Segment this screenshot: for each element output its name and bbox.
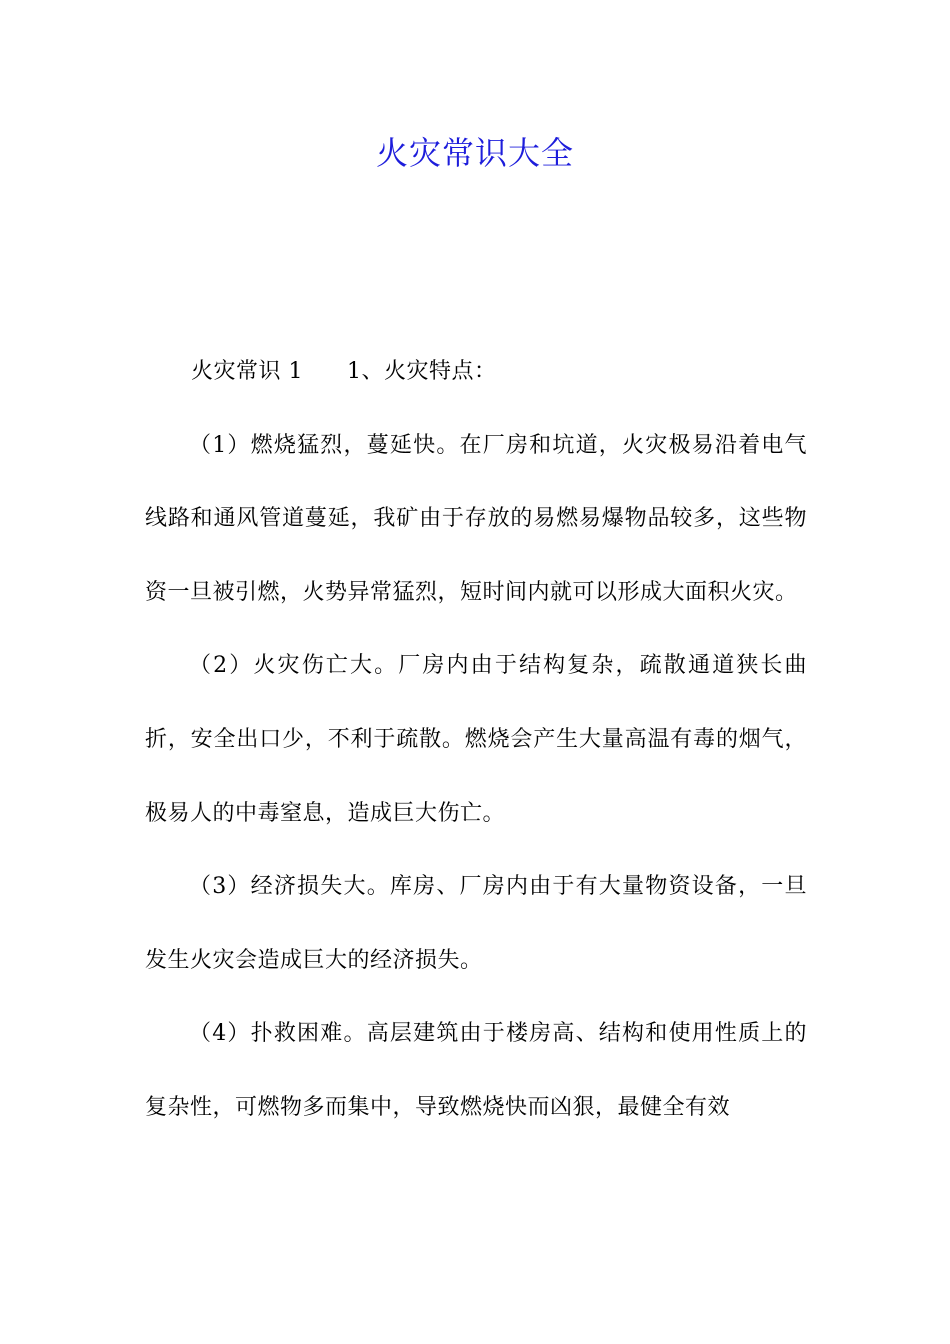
section-heading [145, 335, 807, 409]
paragraph-1: （1）燃烧猛烈，蔓延快。在厂房和坑道，火灾极易沿着电气线路和通风管道蔓延，我矿由于存放的易燃易爆物品较多，这些物资一旦被引燃，火势异常猛烈，短时间内就可以形成大面积火灾。 [145, 432, 807, 605]
section-heading-label: 火灾常识 1 [191, 359, 303, 384]
document-title: 火灾常识大全 [375, 134, 574, 172]
paragraph-2: （2）火灾伤亡大。厂房内由于结构复杂，疏散通道狭长曲折，安全出口少，不利于疏散。燃烧会产生大量高温有毒的烟气，极易人的中毒窒息，造成巨大伤亡。 [145, 653, 807, 826]
document-body [145, 335, 807, 1145]
paragraph-3: （3）经济损失大。库房、厂房内由于有大量物资设备，一旦发生火灾会造成巨大的经济损失。 [145, 874, 807, 973]
paragraph-4: （4）扑救困难。高层建筑由于楼房高、结构和使用性质上的复杂性，可燃物多而集中，导致燃烧快而凶狠，最健全有效 [145, 1021, 807, 1120]
section-subheading: 1、火灾特点： [347, 359, 497, 384]
